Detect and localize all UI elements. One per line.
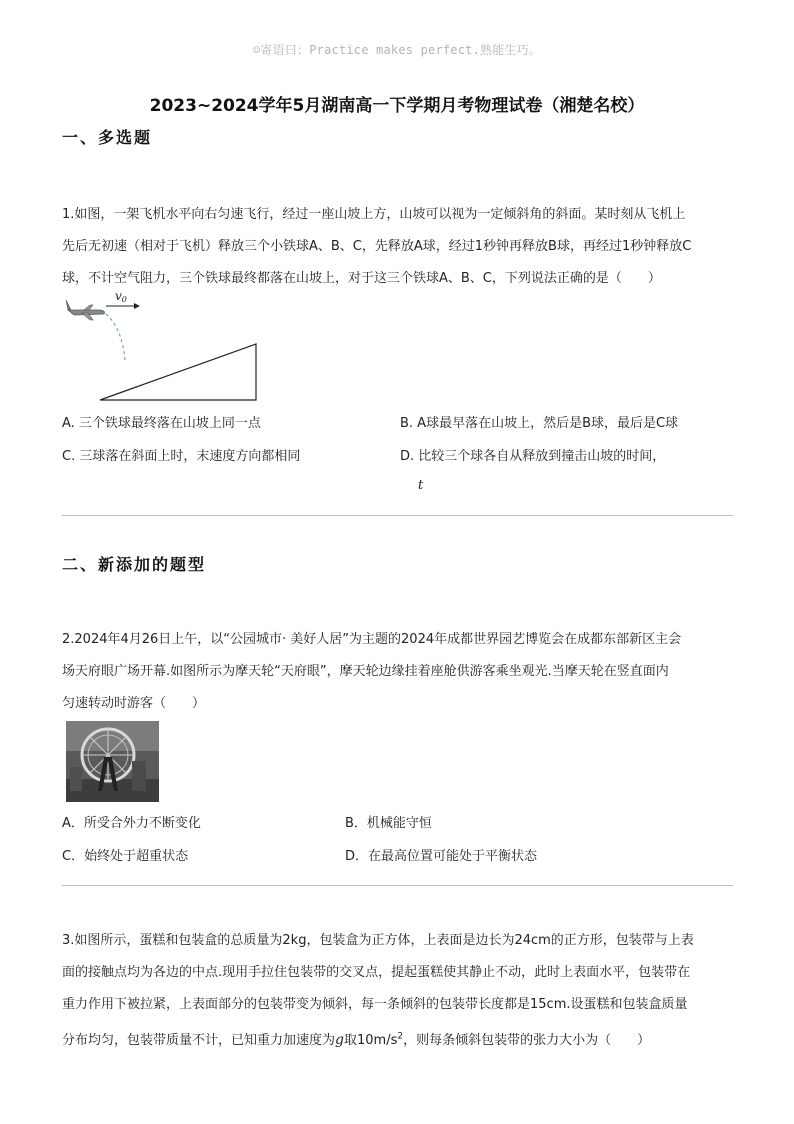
- slope-triangle: [100, 344, 256, 400]
- q2-line-1: 2.2024年4月26日上午，以“公园城市· 美好人居”为主题的2024年成都世界园艺博览会在成都东部新区主会: [62, 632, 682, 647]
- section-new-question-type: 二、新添加的题型: [62, 555, 207, 574]
- q2-option-a[interactable]: A．所受合外力不断变化: [62, 816, 201, 831]
- divider: [62, 515, 733, 516]
- q1-line-3: 球，不计空气阻力，三个铁球最终都落在山坡上，对于这三个铁球A、B、C，下列说法正确的是（ ）: [62, 271, 661, 286]
- q1-option-d[interactable]: D. 比较三个球各自从释放到撞击山坡的时间，: [400, 449, 666, 464]
- q1-figure: [60, 288, 270, 406]
- q2-option-d[interactable]: D．在最高位置可能处于平衡状态: [345, 849, 538, 864]
- header-motto: ☺寄语曰：Practice makes perfect.熟能生巧。: [253, 43, 541, 57]
- page-title: 2023~2024学年5月湖南高一下学期月考物理试卷（湘楚名校）: [149, 96, 645, 116]
- q1-line-2: 先后无初速（相对于飞机）释放三个小铁球A、B、C，先释放A球，经过1秒钟再释放B球，再经过1秒钟释放C: [62, 239, 692, 254]
- gravity-symbol: g: [335, 1032, 344, 1048]
- q3-line-4-after: ，则每条倾斜包装带的张力大小为（ ）: [403, 1033, 651, 1048]
- q2-option-c[interactable]: C．始终处于超重状态: [62, 849, 189, 864]
- airplane-icon: [66, 300, 105, 320]
- trajectory-curve: [106, 314, 125, 360]
- divider: [62, 885, 733, 886]
- q3-exponent: 2: [397, 1031, 404, 1042]
- q2-line-3: 匀速转动时游客（ ）: [62, 696, 206, 711]
- q1-option-d-formula: t: [418, 478, 424, 493]
- q3-line-3: 重力作用下被拉紧，上表面部分的包装带变为倾斜，每一条倾斜的包装带长度都是15cm.设蛋糕和包装盒质量: [62, 997, 688, 1012]
- q1-option-b[interactable]: B. A球最早落在山坡上，然后是B球，最后是C球: [400, 416, 679, 431]
- velocity-label: v0: [115, 289, 127, 304]
- q3-line-1: 3.如图所示，蛋糕和包装盒的总质量为2kg，包装盒为正方体，上表面是边长为24cm的正方形，包装带与上表: [62, 933, 694, 948]
- q3-line-4: [62, 1029, 650, 1048]
- section-multiple-choice: 一、多选题: [62, 128, 153, 147]
- q2-option-b[interactable]: B．机械能守恒: [345, 816, 432, 831]
- ferris-wheel-photo: [66, 721, 159, 802]
- q3-line-4-before: 分布均匀，包装带质量不计，已知重力加速度为: [62, 1033, 336, 1048]
- q1-option-a[interactable]: A. 三个铁球最终落在山坡上同一点: [62, 416, 261, 431]
- q3-line-2: 面的接触点均为各边的中点.现用手拉住包装带的交叉点，提起蛋糕使其静止不动，此时上表面水平，包装带在: [62, 965, 691, 980]
- q1-line-1: 1.如图，一架飞机水平向右匀速飞行，经过一座山坡上方，山坡可以视为一定倾斜角的斜面。某时刻从飞机上: [62, 207, 686, 222]
- q2-line-2: 场天府眼广场开幕.如图所示为摩天轮“天府眼”，摩天轮边缘挂着座舱供游客乘坐观光.当摩天轮在竖直面内: [62, 664, 669, 679]
- q3-line-4-mid: 取10m/s: [343, 1033, 398, 1048]
- q1-option-c[interactable]: C. 三球落在斜面上时，末速度方向都相同: [62, 449, 301, 464]
